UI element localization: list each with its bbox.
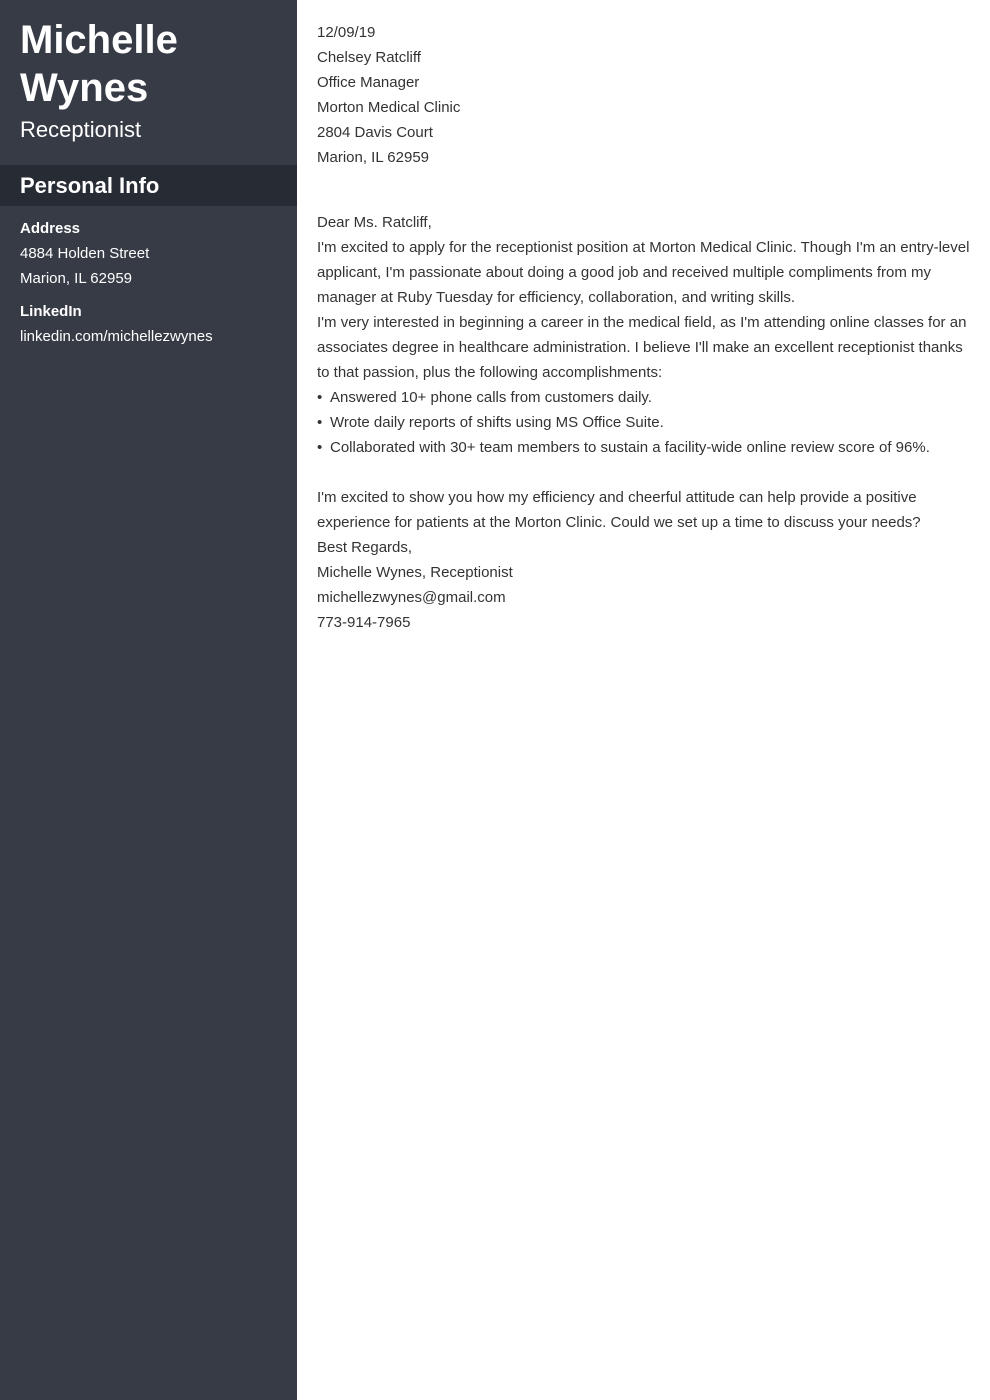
letter-body bbox=[317, 20, 977, 635]
address-line-1: 4884 Holden Street bbox=[20, 245, 150, 262]
address-line-2: Marion, IL 62959 bbox=[20, 270, 133, 287]
applicant-first-name: Michelle bbox=[20, 18, 178, 62]
recipient-city: Marion, IL 62959 bbox=[317, 149, 430, 166]
paragraph-interest: I'm very interested in beginning a career in the medical field, as I'm attending online classes for an associates degree in healthcare administration. I believe I'll make an excellent receptionist thanks to that passion, plus the following accomplishments: bbox=[317, 314, 967, 381]
signature-email[interactable]: michellezwynes@gmail.com bbox=[317, 589, 506, 606]
recipient-name: Chelsey Ratcliff bbox=[317, 49, 421, 66]
letter-date: 12/09/19 bbox=[317, 24, 376, 41]
linkedin-label: LinkedIn bbox=[20, 303, 82, 320]
accomplishment-item: • Collaborated with 30+ team members to sustain a facility-wide online review score of 96%. bbox=[317, 435, 977, 460]
sign-off: Best Regards, bbox=[317, 539, 413, 556]
salutation: Dear Ms. Ratcliff, bbox=[317, 214, 432, 231]
recipient-title: Office Manager bbox=[317, 74, 420, 91]
personal-info-header bbox=[0, 165, 297, 206]
applicant-job-title: Receptionist bbox=[20, 117, 142, 142]
signature-name: Michelle Wynes, Receptionist bbox=[317, 564, 513, 581]
personal-info bbox=[20, 216, 285, 349]
name-block bbox=[0, 0, 297, 144]
accomplishment-item: • Answered 10+ phone calls from customers daily. bbox=[317, 385, 977, 410]
sidebar bbox=[0, 0, 297, 1400]
address-label: Address bbox=[20, 220, 81, 237]
accomplishment-item: • Wrote daily reports of shifts using MS Office Suite. bbox=[317, 410, 977, 435]
paragraph-closing: I'm excited to show you how my efficiency and cheerful attitude can help provide a positive experience for patients at the Morton Clinic. Could we set up a time to discuss your needs? bbox=[317, 489, 921, 531]
paragraph-intro: I'm excited to apply for the receptionist position at Morton Medical Clinic. Though I'm an entry-level applicant, I'm passionate about doing a good job and received multiple compliments from my manager at Ruby Tuesday for efficiency, collaboration, and writing skills. bbox=[317, 239, 970, 306]
linkedin-link[interactable]: linkedin.com/michellezwynes bbox=[20, 328, 213, 345]
recipient-block bbox=[317, 45, 977, 170]
recipient-company: Morton Medical Clinic bbox=[317, 99, 461, 116]
signature-block bbox=[317, 560, 977, 635]
applicant-last-name: Wynes bbox=[20, 66, 149, 110]
recipient-street: 2804 Davis Court bbox=[317, 124, 433, 141]
accomplishments-list bbox=[317, 385, 977, 460]
signature-phone: 773-914-7965 bbox=[317, 614, 411, 631]
personal-info-title: Personal Info bbox=[20, 173, 160, 198]
